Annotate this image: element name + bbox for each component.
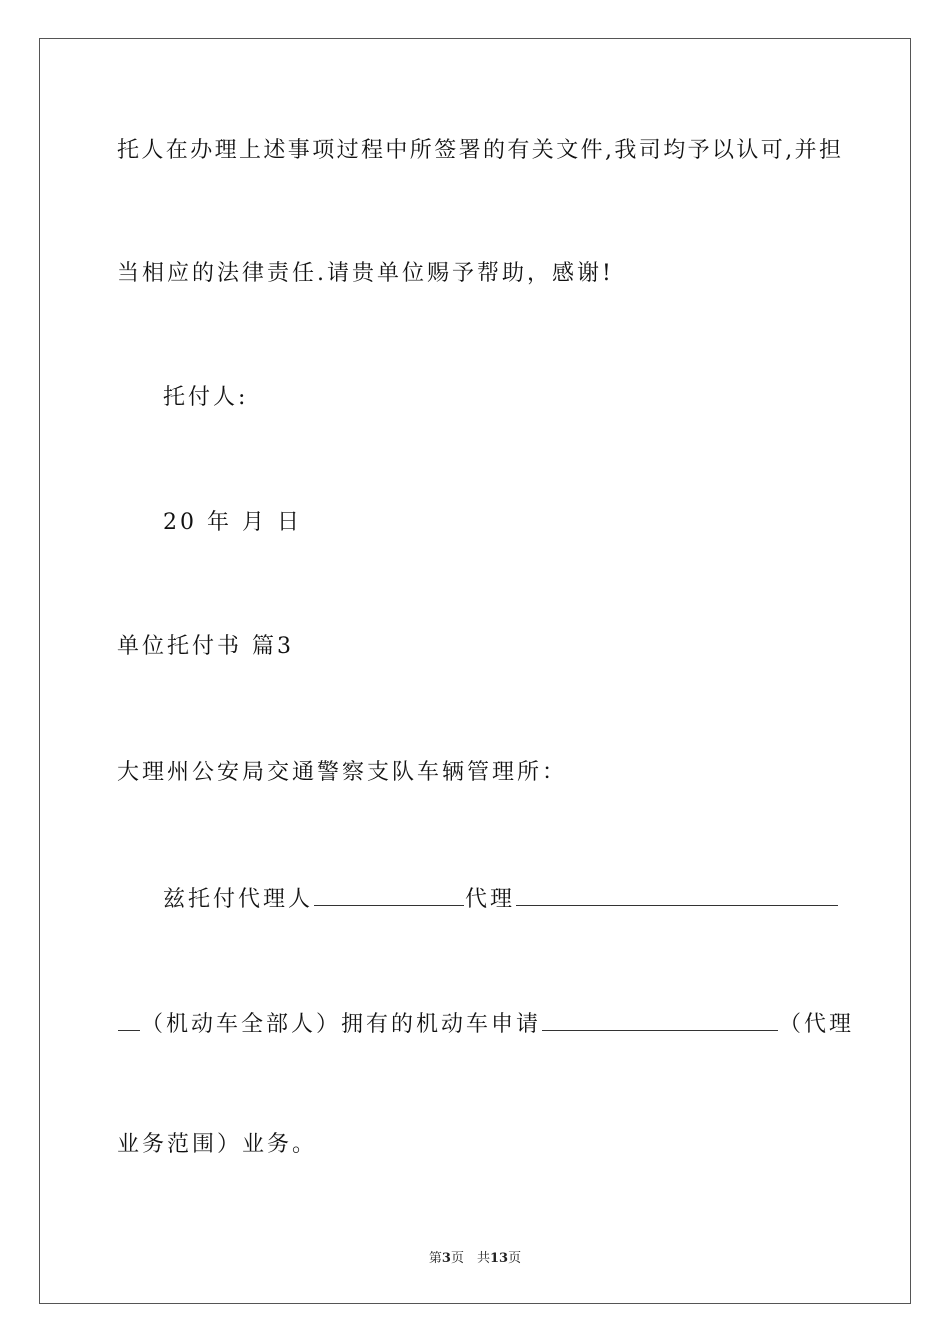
- paragraph-line: [117, 1008, 854, 1039]
- page-footer: [0, 1247, 950, 1266]
- date-line: 20 年 月 日: [163, 510, 302, 535]
- application-blank[interactable]: [542, 1008, 778, 1031]
- line-text: （代理: [779, 1012, 855, 1037]
- owner-blank-continued[interactable]: [118, 1008, 140, 1031]
- section-heading: 单位托付书 篇3: [117, 634, 294, 659]
- footer-text: 第: [428, 1251, 442, 1266]
- page-border: [39, 38, 911, 1304]
- signature-label: 托付人:: [163, 385, 249, 410]
- paragraph-line: [163, 883, 839, 914]
- addressee-line: 大理州公安局交通警察支队车辆管理所：: [117, 760, 568, 785]
- line-text: 兹托付代理人: [163, 887, 314, 912]
- line-text: 代理: [465, 887, 516, 912]
- owner-blank[interactable]: [516, 883, 838, 906]
- paragraph-line: 业务范围）业务。: [117, 1132, 318, 1157]
- total-page-number: 13: [489, 1251, 509, 1266]
- line-text: （机动车全部人）拥有的机动车申请: [141, 1012, 542, 1037]
- footer-text: 页: [508, 1251, 522, 1266]
- paragraph-line: 当相应的法律责任.请贵单位赐予帮助，感谢!: [117, 261, 614, 286]
- agent-name-blank[interactable]: [314, 883, 464, 906]
- current-page-number: 3: [441, 1251, 451, 1266]
- paragraph-line: 托人在办理上述事项过程中所签署的有关文件,我司均予以认可,并担: [117, 138, 844, 163]
- footer-text: 页 共: [450, 1251, 490, 1266]
